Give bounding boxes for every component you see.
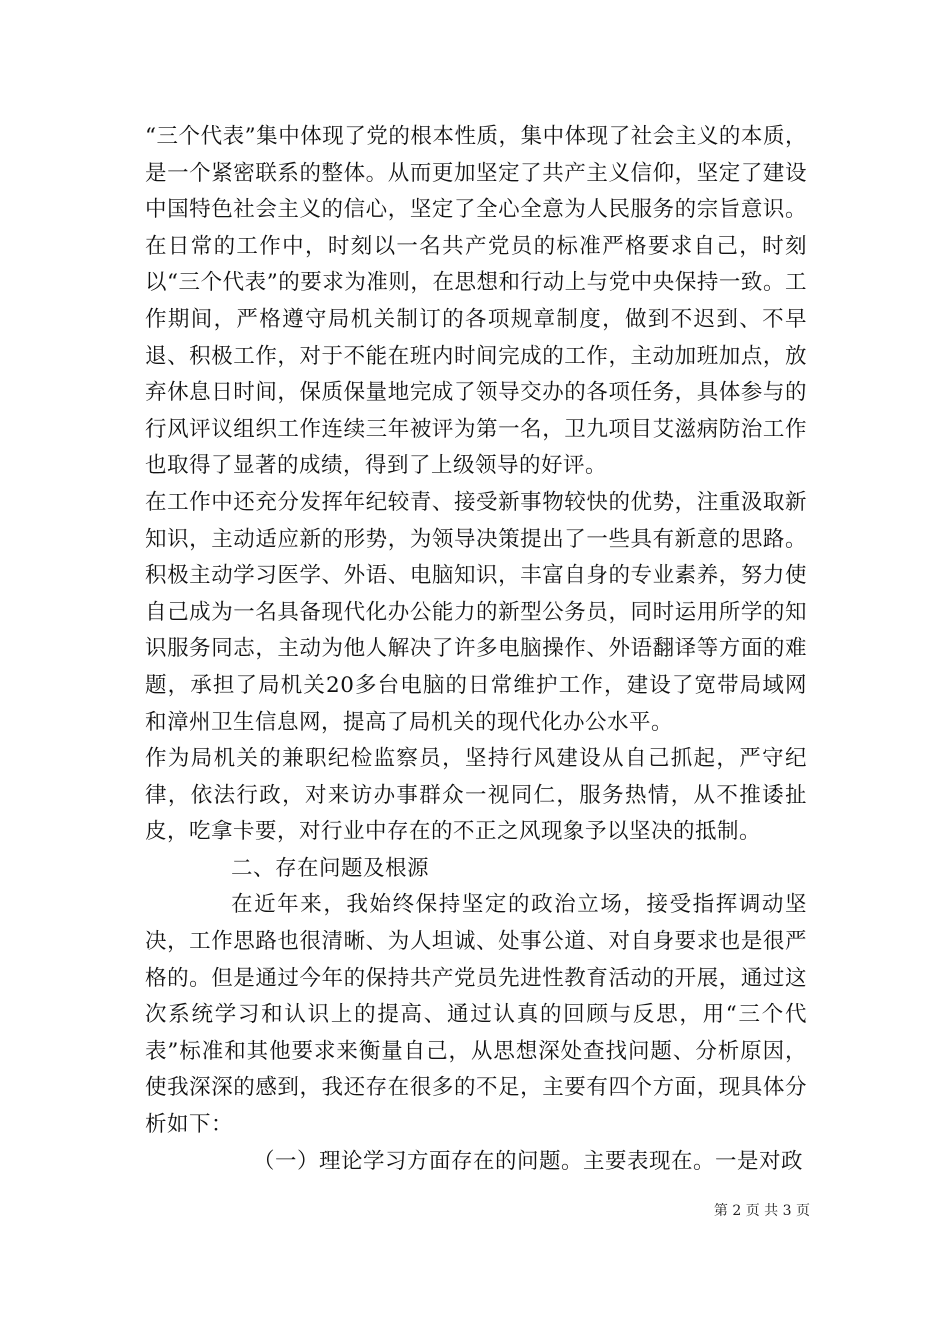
paragraph-work-advantages: 在工作中还充分发挥年纪较青、接受新事物较快的优势，注重汲取新知识，主动适应新的形势，为领导决策提出了一些具有新意的思路。积极主动学习医学、外语、电脑知识，丰富自身的专业素养，努力使自己成为一名具备现代化办公能力的新型公务员，同时运用所学的知识服务同志，主动为他人解决了许多电脑操作、外语翻译等方面的难题，承担了局机关20多台电脑的日常维护工作，建设了宽带局域网和漳州卫生信息网，提高了局机关的现代化办公水平。	[145, 489, 807, 735]
paragraph-discipline-inspector: 作为局机关的兼职纪检监察员，坚持行风建设从自己抓起，严守纪律，依法行政，对来访办事群众一视同仁，服务热情，从不推诿扯皮，吃拿卡要，对行业中存在的不正之风现象予以坚决的抵制。	[145, 746, 807, 845]
section-heading-problems: 二、存在问题及根源	[231, 855, 430, 881]
page-footer-number: 第 2 页 共 3 页	[713, 1203, 810, 1219]
subsection-heading-theory-study: （一）理论学习方面存在的问题。主要表现在。一是对政	[253, 1148, 804, 1174]
paragraph-self-analysis: 在近年来，我始终保持坚定的政治立场，接受指挥调动坚决，工作思路也很清晰、为人坦诚、处事公道、对自身要求也是很严格的。但是通过今年的保持共产党员先进性教育活动的开展，通过这次系统学习和认识上的提高、通过认真的回顾与反思，用“三个代表”标准和其他要求来衡量自己，从思想深处查找问题、分析原因，使我深深的感到，我还存在很多的不足，主要有四个方面，现具体分析如下：	[145, 892, 807, 1138]
document-body	[145, 119, 807, 1180]
paragraph-party-nature: “三个代表”集中体现了党的根本性质，集中体现了社会主义的本质，是一个紧密联系的整体。从而更加坚定了共产主义信仰，坚定了建设中国特色社会主义的信心，坚定了全心全意为人民服务的宗旨意识。在日常的工作中，时刻以一名共产党员的标准严格要求自己，时刻以“三个代表”的要求为准则，在思想和行动上与党中央保持一致。工作期间，严格遵守局机关制订的各项规章制度，做到不迟到、不早退、积极工作，对于不能在班内时间完成的工作，主动加班加点，放弃休息日时间，保质保量地完成了领导交办的各项任务，具体参与的行风评议组织工作连续三年被评为第一名，卫九项目艾滋病防治工作也取得了显著的成绩，得到了上级领导的好评。	[145, 124, 807, 479]
